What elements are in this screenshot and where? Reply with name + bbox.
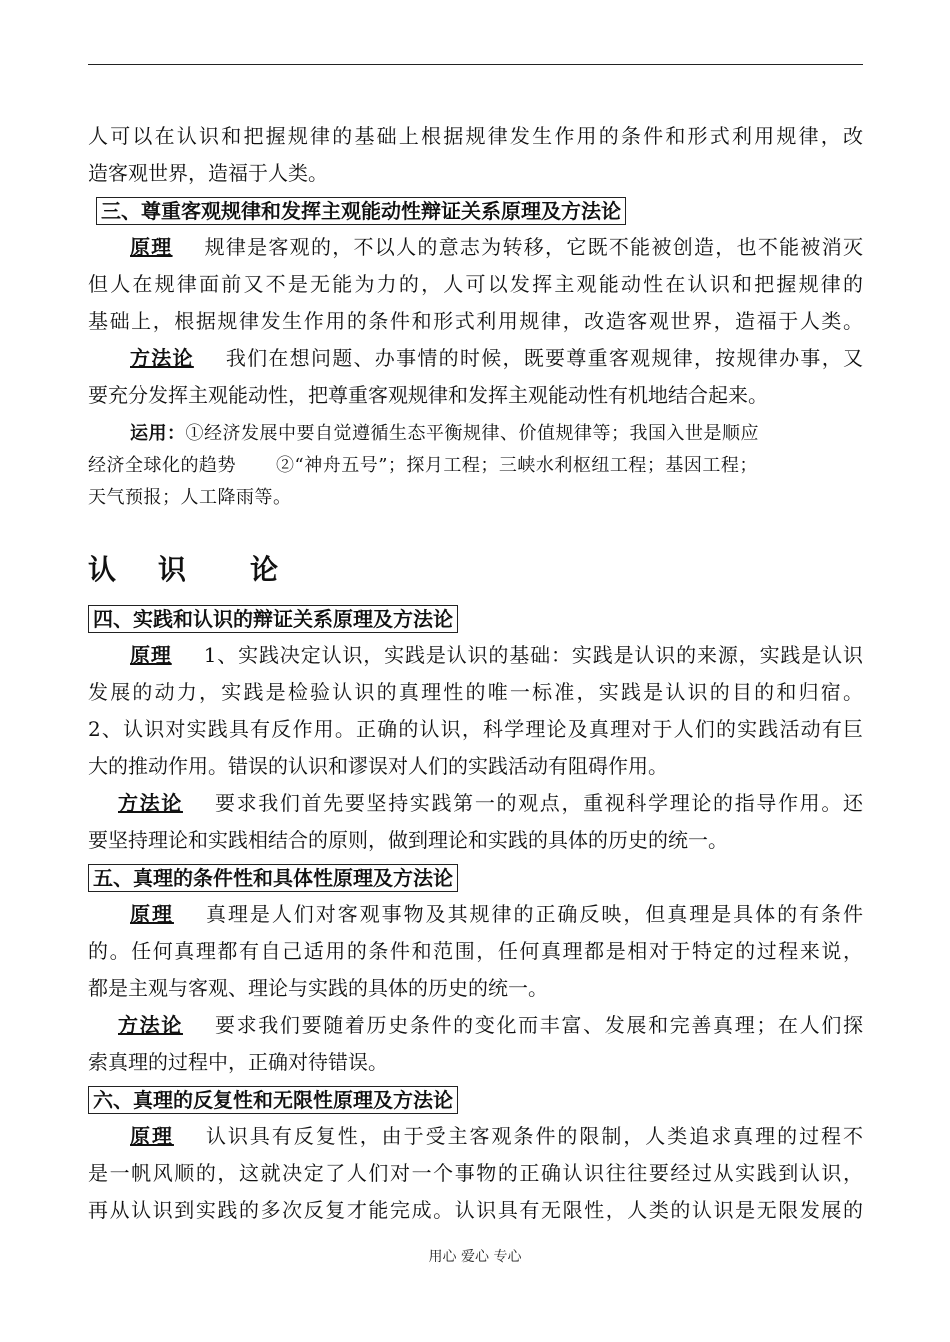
chapter-title-char: 识 [158,553,187,586]
usage-text: ①经济发展中要自觉遵循生态平衡规律、价值规律等；我国入世是顺应 [185,423,759,444]
usage-line [88,450,863,482]
method-label: 方法论 [118,791,183,815]
paragraph-line: 发展的动力，实践是检验认识的真理性的唯一标准，实践是认识的目的和归宿。 [88,680,863,704]
usage-line [88,418,863,450]
document-body [88,118,863,1229]
page-footer: 用心 爱心 专心 [428,1249,522,1265]
section-heading: 四、实践和认识的辩证关系原理及方法论 [88,605,458,633]
paragraph-line: 造客观世界，造福于人类。 [88,161,328,185]
principle-label: 原理 [130,1124,174,1148]
method-text: 要求我们首先要坚持实践第一的观点，重视科学理论的指导作用。还 [214,791,863,815]
method-line [88,1007,863,1044]
chapter-title [88,540,863,600]
method-label: 方法论 [130,346,194,370]
principle-line [88,229,863,266]
section-heading: 六、真理的反复性和无限性原理及方法论 [88,1086,458,1114]
principle-line [88,896,863,933]
paragraph-line: 2、认识对实践具有反作用。正确的认识，科学理论及真理对于人们的实践活动有巨 [88,717,863,741]
method-line [88,785,863,822]
section-heading: 三、尊重客观规律和发挥主观能动性辩证关系原理及方法论 [96,197,626,225]
paragraph-line: 要充分发挥主观能动性，把尊重客观规律和发挥主观能动性有机地结合起来。 [88,383,768,407]
paragraph-line: 是一帆风顺的，这就决定了人们对一个事物的正确认识往往要经过从实践到认识， [88,1161,863,1185]
header-rule [88,64,863,65]
paragraph-line: 都是主观与客观、理论与实践的具体的历史的统一。 [88,976,548,1000]
section-5 [88,859,863,896]
paragraph-line: 的。任何真理都有自己适用的条件和范围，任何真理都是相对于特定的过程来说， [88,939,863,963]
method-text: 要求我们要随着历史条件的变化而丰富、发展和完善真理；在人们探 [214,1013,863,1037]
usage-label: 运用： [130,423,186,444]
paragraph-line: 大的推动作用。错误的认识和谬误对人们的实践活动有阻碍作用。 [88,754,668,778]
section-3 [88,192,863,229]
principle-text: 规律是客观的，不以人的意志为转移，它既不能被创造，也不能被消灭 [204,235,863,259]
paragraph-line: 人可以在认识和把握规律的基础上根据规律发生作用的条件和形式利用规律，改 [88,124,863,148]
section-6 [88,1081,863,1118]
principle-text: 真理是人们对客观事物及其规律的正确反映，但真理是具体的有条件 [205,902,863,926]
principle-label: 原理 [130,902,174,926]
principle-line [88,1118,863,1155]
section-heading: 五、真理的条件性和具体性原理及方法论 [88,864,458,892]
section-4 [88,600,863,637]
principle-text: 1、实践决定认识，实践是认识的基础：实践是认识的来源，实践是认识 [203,643,863,667]
usage-line: 天气预报；人工降雨等。 [88,487,292,508]
principle-line [88,637,863,674]
method-label: 方法论 [118,1013,183,1037]
usage-text: ②“神舟五号”；探月工程；三峡水利枢纽工程；基因工程； [276,455,758,476]
chapter-title-char: 认 [88,553,117,586]
usage-text: 经济全球化的趋势 [88,455,236,476]
chapter-title-char: 论 [250,553,279,586]
paragraph-line: 再从认识到实践的多次反复才能完成。认识具有无限性，人类的认识是无限发展的 [88,1198,863,1222]
paragraph-line: 索真理的过程中，正确对待错误。 [88,1050,388,1074]
principle-text: 认识具有反复性，由于受主客观条件的限制，人类追求真理的过程不 [205,1124,863,1148]
principle-label: 原理 [130,235,173,259]
method-line [88,340,863,377]
principle-label: 原理 [130,643,172,667]
paragraph-line: 要坚持理论和实践相结合的原则，做到理论和实践的具体的历史的统一。 [88,828,728,852]
paragraph-line: 但人在规律面前又不是无能为力的，人可以发挥主观能动性在认识和把握规律的 [88,272,863,296]
paragraph-line: 基础上，根据规律发生作用的条件和形式利用规律，改造客观世界，造福于人类。 [88,309,863,333]
method-text: 我们在想问题、办事情的时候，既要尊重客观规律，按规律办事，又 [225,346,863,370]
